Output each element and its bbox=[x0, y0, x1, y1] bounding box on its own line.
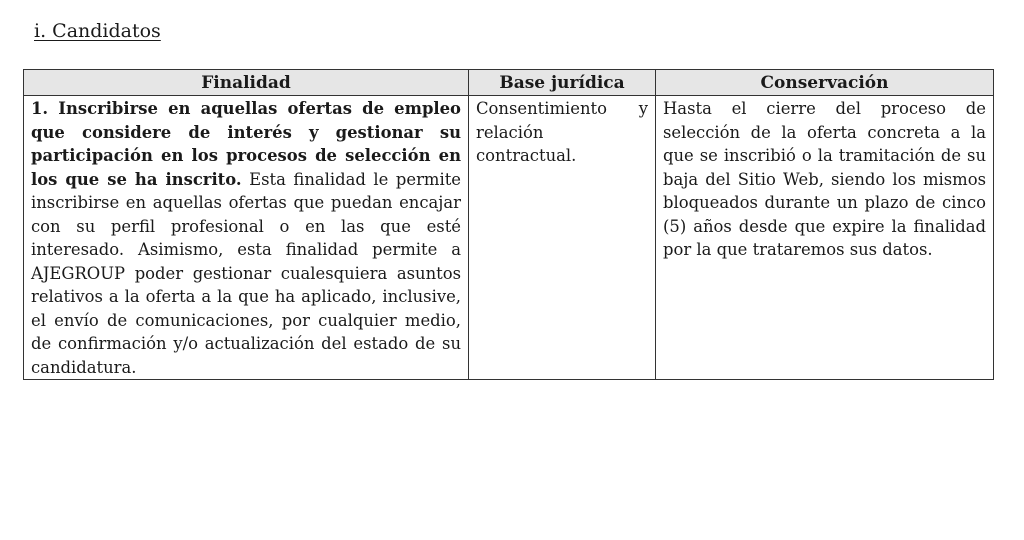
cell-conservacion: Hasta el cierre del proceso de selección de la oferta concreta a la que se inscribió o la tramitación de su baja del Sitio Web, siendo los mismos bloqueados durante un plazo de cinco (5) años desde que expire la finalidad por la que trataremos sus datos. bbox=[656, 96, 994, 380]
header-base-juridica: Base jurídica bbox=[469, 70, 656, 96]
table-row bbox=[24, 96, 994, 380]
table-header bbox=[24, 70, 994, 96]
header-row bbox=[24, 70, 994, 96]
cell-finalidad bbox=[24, 96, 469, 380]
header-conservacion: Conservación bbox=[656, 70, 994, 96]
header-finalidad: Finalidad bbox=[24, 70, 469, 96]
cell-base-juridica: Consentimiento y relación contractual. bbox=[469, 96, 656, 380]
data-table bbox=[23, 69, 994, 380]
section-title: i. Candidatos bbox=[34, 20, 161, 42]
table-body bbox=[24, 96, 994, 380]
finalidad-body: Esta finalidad le permite inscribirse en aquellas ofertas que puedan encajar con su perfil profesional o en las que esté interesado. Asimismo, esta finalidad permite a AJEGROUP poder gestionar cualesquiera asuntos relativos a la oferta a la que ha aplicado, inclusive, el envío de comunicaciones, por cualquier medio, de confirmación y/o actualización del estado de su candidatura. bbox=[31, 169, 461, 377]
finalidad-title: 1. Inscribirse en aquellas ofertas de empleo que considere de interés y gestionar su participación en los procesos de selección en los que se ha inscrito. bbox=[31, 99, 461, 189]
